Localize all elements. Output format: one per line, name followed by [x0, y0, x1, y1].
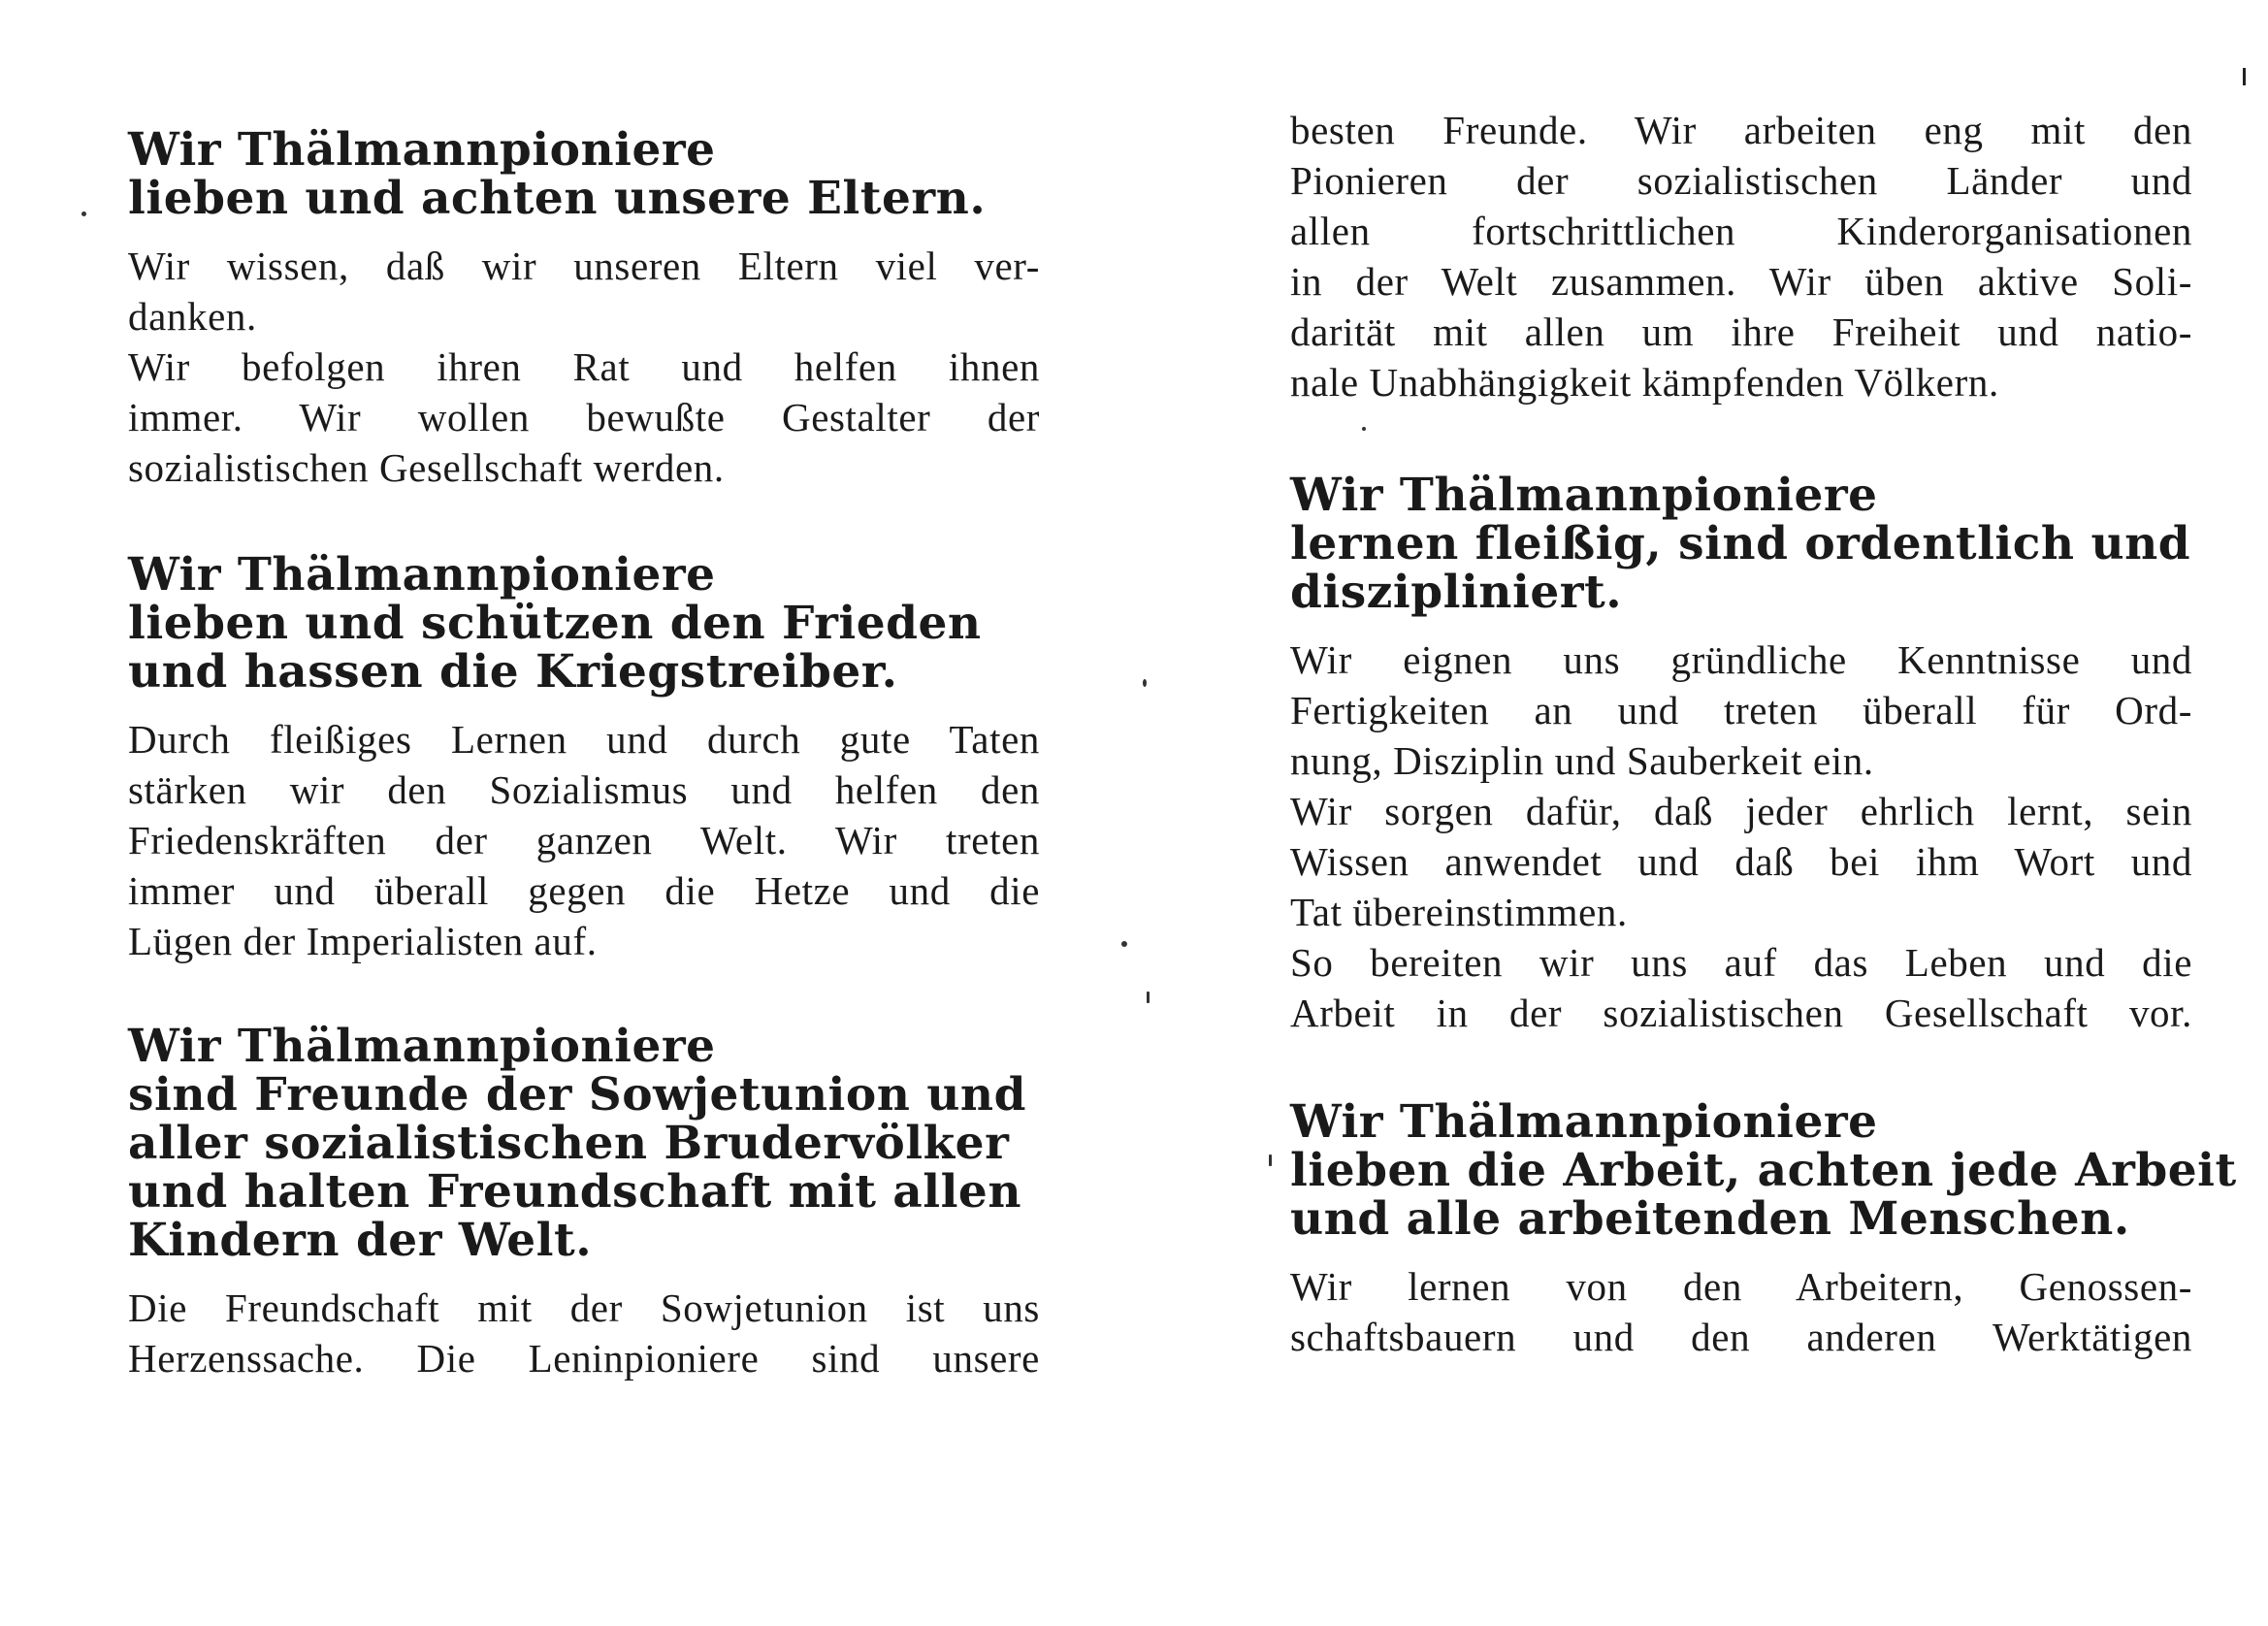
section-continuation: [1290, 105, 2192, 407]
section-heading: [128, 1020, 1040, 1267]
scan-speck: [1362, 427, 1366, 431]
scan-speck: [1121, 941, 1127, 947]
body-line: Pionieren der sozialistischen Länder und: [1290, 158, 2192, 203]
scan-speck: [1143, 679, 1147, 687]
heading-line: Wir Thälmannpioniere: [1290, 469, 1878, 522]
body-line: Tat übereinstimmen.: [1290, 890, 1628, 934]
section-heading: [1290, 1095, 2237, 1246]
section-frieden: [128, 548, 1040, 966]
heading-line: Wir Thälmannpioniere: [128, 123, 716, 177]
scan-speck: [1269, 1154, 1272, 1166]
body-line: Wir sorgen dafür, daß jeder ehrlich lernt, sein: [1290, 789, 2192, 833]
body-line: immer. Wir wollen bewußte Gestalter der: [128, 395, 1040, 439]
body-line: Wissen anwendet und daß bei ihm Wort und: [1290, 839, 2192, 884]
body-line: nale Unabhängigkeit kämpfenden Völkern.: [1290, 360, 1999, 405]
heading-line: lieben und schützen den Frieden: [128, 597, 982, 650]
scan-edge-mark: [2243, 68, 2246, 85]
body-line: sozialistischen Gesellschaft werden.: [128, 445, 725, 490]
heading-line: Wir Thälmannpioniere: [128, 1020, 716, 1073]
body-line: Die Freundschaft mit der Sowjetunion ist uns: [128, 1285, 1040, 1330]
section-sowjetunion: [128, 1020, 1040, 1383]
scan-speck: [81, 211, 86, 216]
heading-line: lieben und achten unsere Eltern.: [128, 172, 987, 225]
body-line: Lügen der Imperialisten auf.: [128, 919, 598, 963]
section-heading: [128, 548, 1040, 699]
left-column: [128, 123, 1040, 1383]
body-line: danken.: [128, 294, 257, 339]
body-line: Friedenskräften der ganzen Welt. Wir treten: [128, 818, 1040, 862]
body-line: Wir lernen von den Arbeitern, Genossen-: [1290, 1264, 2192, 1309]
body-line: Herzenssache. Die Leninpioniere sind unsere: [128, 1336, 1040, 1381]
section-heading: [128, 123, 1040, 225]
section-body: [1290, 105, 2192, 407]
heading-line: lernen fleißig, sind ordentlich und: [1290, 517, 2191, 570]
section-body: [128, 1283, 1040, 1383]
body-line: stärken wir den Sozialismus und helfen den: [128, 767, 1040, 812]
heading-line: und hassen die Kriegstreiber.: [128, 645, 898, 699]
section-body: [1290, 634, 2192, 1038]
section-eltern: [128, 123, 1040, 493]
body-line: Wir wissen, daß wir unseren Eltern viel ver-: [128, 244, 1040, 288]
right-column: [1290, 105, 2237, 1362]
section-lernen: [1290, 469, 2192, 1038]
heading-line: Wir Thälmannpioniere: [128, 548, 716, 602]
section-arbeit: [1290, 1095, 2237, 1362]
body-line: allen fortschrittlichen Kinderorganisationen: [1290, 209, 2192, 253]
heading-line: Wir Thälmannpioniere: [1290, 1095, 1878, 1149]
body-line: Durch fleißiges Lernen und durch gute Taten: [128, 717, 1040, 762]
heading-line: sind Freunde der Sowjetunion und: [128, 1068, 1026, 1122]
body-line: schaftsbauern und den anderen Werktätigen: [1290, 1315, 2192, 1359]
heading-line: aller sozialistischen Brudervölker: [128, 1117, 1010, 1170]
section-body: [1290, 1261, 2192, 1362]
heading-line: und alle arbeitenden Menschen.: [1290, 1192, 2130, 1246]
body-line: Fertigkeiten an und treten überall für Ord-: [1290, 688, 2192, 732]
body-line: darität mit allen um ihre Freiheit und natio-: [1290, 309, 2192, 354]
heading-line: Kindern der Welt.: [128, 1214, 593, 1267]
scan-speck: [1147, 992, 1150, 1003]
heading-line: diszipliniert.: [1290, 566, 1623, 619]
body-line: So bereiten wir uns auf das Leben und die: [1290, 940, 2192, 985]
body-line: Wir eignen uns gründliche Kenntnisse und: [1290, 637, 2192, 682]
body-line: in der Welt zusammen. Wir üben aktive Soli-: [1290, 259, 2192, 304]
section-body: [128, 241, 1040, 493]
body-line: nung, Disziplin und Sauberkeit ein.: [1290, 738, 1874, 783]
heading-line: lieben die Arbeit, achten jede Arbeit: [1290, 1144, 2237, 1197]
heading-line: und halten Freundschaft mit allen: [128, 1165, 1021, 1219]
body-line: immer und überall gegen die Hetze und die: [128, 868, 1040, 913]
body-line: besten Freunde. Wir arbeiten eng mit den: [1290, 108, 2192, 152]
body-line: Arbeit in der sozialistischen Gesellschaft vor.: [1290, 991, 2192, 1035]
body-line: Wir befolgen ihren Rat und helfen ihnen: [128, 344, 1040, 389]
section-body: [128, 714, 1040, 966]
section-heading: [1290, 469, 2192, 619]
